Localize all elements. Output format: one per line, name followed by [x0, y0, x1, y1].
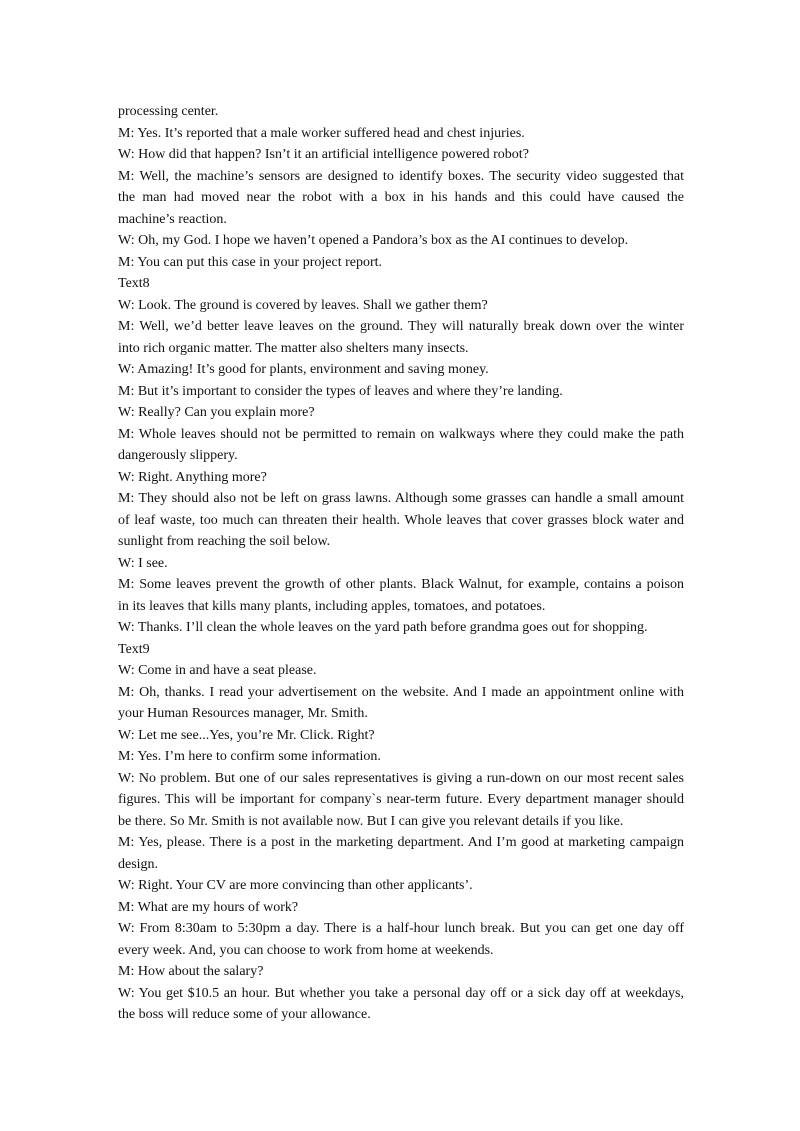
text-line: machine’s reaction. [118, 211, 227, 227]
section-heading: Text8 [118, 276, 150, 291]
text-line: M: Yes. I’m here to confirm some information. [118, 749, 381, 764]
text-line: be there. So Mr. Smith is not available now. But I can give you relevant details if you like. [118, 813, 624, 829]
text-line: every week. And, you can choose to work from home at weekends. [118, 942, 494, 958]
text-line: M: They should also not be left on grass lawns. Although some grasses can handle a small amount [118, 491, 684, 506]
text-line: W: Oh, my God. I hope we haven’t opened a Pandora’s box as the AI continues to develop. [118, 233, 629, 248]
text-line: W: Thanks. I’ll clean the whole leaves on the yard path before grandma goes out for shopping. [118, 620, 648, 635]
text-line: sunlight from reaching the soil below. [118, 534, 331, 549]
text-line: W: You get $10.5 an hour. But whether you take a personal day off or a sick day off at weekdays, [118, 985, 684, 1001]
text-line: M: You can put this case in your project report. [118, 254, 383, 270]
text-line: W: Right. Your CV are more convincing than other applicants’. [118, 878, 473, 893]
text-line: M: Well, the machine’s sensors are designed to identify boxes. The security video suggested that [118, 168, 684, 184]
text-line: W: I see. [118, 555, 168, 571]
text-line: design. [118, 856, 159, 872]
text-line: your Human Resources manager, Mr. Smith. [118, 706, 368, 721]
text-line: W: Right. Anything more? [118, 469, 267, 485]
text-line: M: But it’s important to consider the types of leaves and where they’re landing. [118, 383, 563, 399]
text-line: of leaf waste, too much can threaten their health. Whole leaves that cover grasses block water and [118, 512, 684, 528]
section-heading: Text9 [118, 641, 150, 657]
text-line: M: What are my hours of work? [118, 899, 299, 915]
text-line: the man had moved near the robot with a box in his hands and this could have caused the [118, 190, 684, 205]
text-line: W: Let me see...Yes, you’re Mr. Click. Right? [118, 727, 375, 743]
text-line: W: Come in and have a seat please. [118, 663, 317, 678]
text-line: W: How did that happen? Isn’t it an artificial intelligence powered robot? [118, 147, 529, 162]
text-line: M: Some leaves prevent the growth of other plants. Black Walnut, for example, contains a poison [118, 577, 684, 592]
text-line: W: Really? Can you explain more? [118, 405, 315, 420]
text-line: W: Look. The ground is covered by leaves. Shall we gather them? [118, 297, 488, 313]
text-line: M: Oh, thanks. I read your advertisement on the website. And I made an appointment online with [118, 684, 684, 700]
text-line: in its leaves that kills many plants, including apples, tomatoes, and potatoes. [118, 598, 546, 614]
text-line: M: Yes, please. There is a post in the marketing department. And I’m good at marketing campaign [118, 835, 684, 850]
text-line: M: Well, we’d better leave leaves on the ground. They will naturally break down over the winter [118, 319, 684, 334]
text-line: W: No problem. But one of our sales representatives is giving a run-down on our most recent sales [118, 770, 684, 786]
text-line: M: Yes. It’s reported that a male worker suffered head and chest injuries. [118, 125, 525, 141]
text-line: figures. This will be important for company`s near-term future. Every department manager should [118, 792, 684, 807]
text-line: into rich organic matter. The matter also shelters many insects. [118, 340, 469, 356]
text-line: M: Whole leaves should not be permitted to remain on walkways where they could make the path [118, 426, 684, 442]
text-line: M: How about the salary? [118, 964, 264, 979]
text-line: the boss will reduce some of your allowance. [118, 1007, 371, 1022]
text-line: processing center. [118, 104, 219, 119]
document-page [118, 101, 684, 1026]
text-line: W: From 8:30am to 5:30pm a day. There is a half-hour lunch break. But you can get one day off [118, 921, 684, 936]
text-line: dangerously slippery. [118, 448, 238, 463]
text-line: W: Amazing! It’s good for plants, environment and saving money. [118, 362, 489, 377]
